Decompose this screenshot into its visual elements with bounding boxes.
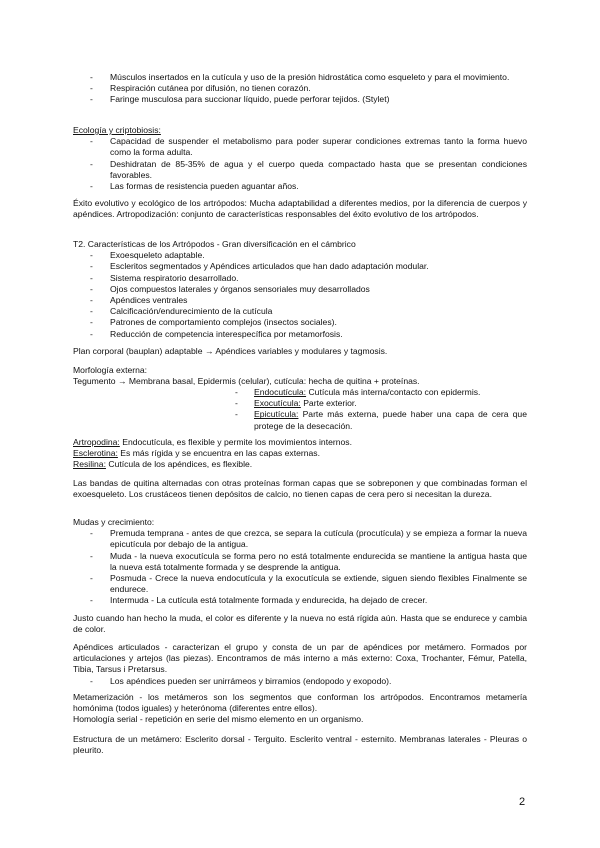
term-text: Endocutícula, es flexible y permite los movimientos internos. [119,437,352,447]
list-item [232,409,527,431]
list-item: - Deshidratan de 85-35% de agua y el cuerpo queda compactado hasta que se presentan condiciones favorables. [73,159,527,181]
morfologia-section [73,365,527,387]
list-item: - Músculos insertados en la cutícula y uso de la presión hidrostática como esqueleto y para el movimiento. [73,72,527,83]
exito-paragraph: Éxito evolutivo y ecológico de los artrópodos: Mucha adaptabilidad a diferentes medios, por la diferencia de cuerpos y apéndices. Artropodización: conjunto de características responsables del éxito evolutivo de los artrópodos. [73,198,527,220]
intro-list [73,72,527,106]
list-item: - Ojos compuestos laterales y órganos sensoriales muy desarrollados [73,284,527,295]
definition [73,448,527,459]
term-text: Cutícula de los apéndices, es flexible. [105,459,253,470]
term: Epicutícula: [254,409,299,420]
list-item: - Escleritos segmentados y Apéndices articulados que han dado adaptación modular. [73,261,527,272]
term-text: Es más rígida y se encuentra en las capas externas. [117,448,320,459]
term: Exocutícula: [254,398,301,409]
list-item [232,387,527,398]
list-item: - Apéndices ventrales [73,295,527,306]
cuticle-layers-list [232,387,527,432]
estructura-paragraph: Estructura de un metámero: Esclerito dorsal - Terguito. Esclerito ventral - esternito. Membranas laterales - Pleuras o pleurito. [73,734,527,756]
term-text: Cutícula más interna/contacto con epidermis. [306,387,481,397]
section-heading: Ecología y criptobiosis: [73,125,161,135]
t2-section [73,239,527,340]
list-item: - Las formas de resistencia pueden aguantar años. [73,181,527,192]
section-heading: Mudas y crecimiento: [73,517,155,527]
term: Artropodina: [73,437,120,447]
list-item: - Los apéndices pueden ser unirrámeos y birramios (endopodo y exopodo). [73,676,527,687]
term: Esclerotina: [73,448,118,459]
term: Endocutícula: [254,387,307,397]
list-item: - Patrones de comportamiento complejos (insectos sociales). [73,317,527,328]
list-item: - Posmuda - Crece la nueva endocutícula y la exocutícula se extiende, siguen siendo flexibles Finalmente se endurece. [73,573,527,595]
list-item: - Exoesqueleto adaptable. [73,250,527,261]
definitions-list [73,437,527,471]
page-number: 2 [519,796,526,808]
list-item: - Capacidad de suspender el metabolismo para poder superar condiciones extremas tanto la forma huevo como la forma adulta. [73,136,527,158]
list-item: - Reducción de competencia interespecífica por metamorfosis. [73,329,527,340]
definition [73,459,527,470]
list-item: - Intermuda - La cutícula está totalmente formada y endurecida, ha dejado de crecer. [73,595,527,606]
justo-paragraph: Justo cuando han hecho la muda, el color es diferente y la nueva no está rígida aún. Hasta que se endurece y cambia de color. [73,613,527,635]
list-item: - Sistema respiratorio desarrollado. [73,273,527,284]
bandas-paragraph: Las bandas de quitina alternadas con otras proteínas forman capas que se sobreponen y que combinadas forman el exoesqueleto. Los crustáceos tienen depósitos de calcio, no tienen capas de cera pero si necesitan la dureza. [73,478,527,500]
section-heading: Morfología externa: [73,365,148,375]
homologia-paragraph: Homología serial - repetición en serie del mismo elemento en un organismo. [73,714,364,725]
metamerizacion-section [73,692,527,726]
list-item: - Muda - la nueva exocutícula se forma pero no está totalmente endurecida se mantiene la antigua hasta que la nueva está totalmente formada y se desprende la antigua. [73,551,527,573]
section-title: T2. Características de los Artrópodos - Gran diversificación en el cámbrico [73,239,356,249]
ecologia-section [73,125,527,192]
term-text: Parte exterior. [300,398,357,409]
tegumento-line: Tegumento → Membrana basal, Epidermis (celular), cutícula: hecha de quitina + proteínas. [73,376,420,387]
list-item: - Respiración cutánea por difusión, no tienen corazón. [73,83,527,94]
list-item [232,398,527,409]
term: Resilina: [73,459,106,470]
term-text: Parte más externa, puede haber una capa de cera que protege de la desecación. [254,409,527,431]
plan-corporal: Plan corporal (bauplan) adaptable → Apéndices variables y modulares y tagmosis. [73,346,388,356]
apendices-paragraph: Apéndices articulados - caracterizan el grupo y consta de un par de apéndices por metámero. Formados por articulaciones y artejos (las piezas). Encontramos de más interno a más externo: Coxa, Trochanter, Fémur, Patella, Tibia, Tarsus i Pretarsus. [73,642,527,675]
apendices-section [73,642,527,687]
mudas-section [73,517,527,607]
list-item: - Calcificación/endurecimiento de la cutícula [73,306,527,317]
metamerizacion-paragraph: Metamerización - los metámeros son los segmentos que conforman los artrópodos. Encontramos metamería homónima (todos iguales) y heterónoma (diferentes entre ellos). [73,692,527,714]
list-item: - Faringe musculosa para succionar líquido, puede perforar tejidos. (Stylet) [73,94,527,105]
definition [73,437,527,448]
list-item: - Premuda temprana - antes de que crezca, se separa la cutícula (procutícula) y se empieza a formar la nueva epicutícula por debajo de la antigua. [73,528,527,550]
